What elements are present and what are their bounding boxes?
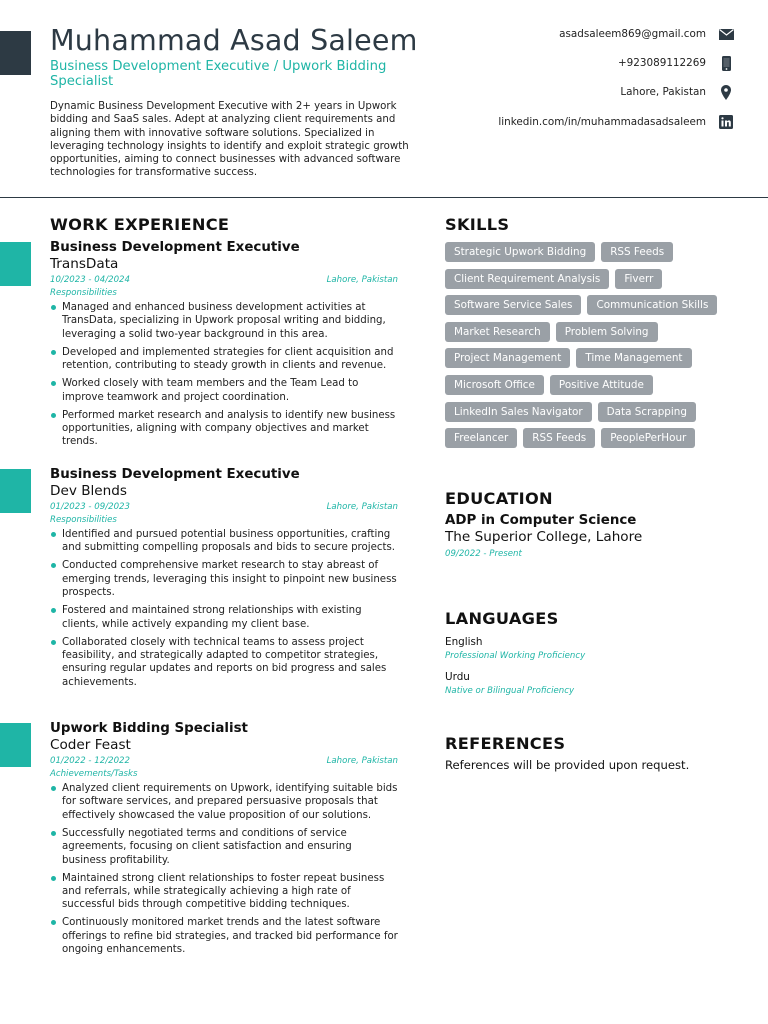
job-bullet-list — [50, 528, 398, 689]
linkedin-text[interactable]: linkedin.com/in/muhammadasadsaleem — [498, 115, 706, 128]
language-level: Native or Bilingual Proficiency — [445, 686, 575, 696]
location-text: Lahore, Pakistan — [620, 86, 706, 99]
skill-tag: Client Requirement Analysis — [445, 269, 609, 289]
skill-tag: Time Management — [576, 348, 691, 368]
email-icon — [718, 26, 734, 42]
job-accent-block — [0, 723, 31, 767]
map-pin-icon — [718, 84, 734, 100]
job-company: Coder Feast — [50, 737, 131, 753]
job-accent-block — [0, 242, 31, 286]
contact-phone[interactable] — [498, 56, 734, 70]
skill-tag: Software Service Sales — [445, 295, 581, 315]
job-bullet: Identified and pursued potential business opportunities, crafting and submitting compelling proposals and bids to secure projects. — [50, 528, 398, 555]
language-level: Professional Working Proficiency — [445, 651, 586, 661]
job-accent-block — [0, 469, 31, 513]
contact-email[interactable] — [498, 27, 734, 41]
job-bullet-list — [50, 301, 398, 449]
job-dates: 01/2022 - 12/2022 — [50, 756, 130, 766]
job-meta — [50, 501, 398, 514]
job-title: Upwork Bidding Specialist — [50, 721, 248, 736]
job-bullet: Conducted comprehensive market research to stay abreast of emerging trends, leveraging this insight to pinpoint new business prospects. — [50, 559, 398, 599]
job-bullet: Fostered and maintained strong relationships with existing clients, while actively expanding my client base. — [50, 604, 398, 631]
header-accent-block — [0, 31, 31, 75]
skills-heading: SKILLS — [445, 215, 510, 234]
job-bullet: Maintained strong client relationships to foster repeat business and referrals, while strategically achieving a high rate of successful bids through competitive bidding techniques. — [50, 872, 398, 912]
skill-tag: Fiverr — [615, 269, 662, 289]
education-heading: EDUCATION — [445, 489, 553, 508]
job-company: Dev Blends — [50, 483, 127, 499]
job-meta — [50, 274, 398, 287]
languages-heading: LANGUAGES — [445, 609, 559, 628]
job-entry — [50, 720, 398, 961]
candidate-name: Muhammad Asad Saleem — [50, 24, 418, 57]
job-section-label: Achievements/Tasks — [50, 769, 138, 779]
job-title: Business Development Executive — [50, 240, 300, 255]
job-section-label: Responsibilities — [50, 288, 117, 298]
skill-tag: Positive Attitude — [550, 375, 653, 395]
job-bullet: Successfully negotiated terms and conditions of service agreements, focusing on client satisfaction and ensuring business profitability. — [50, 827, 398, 867]
skill-tag: Communication Skills — [587, 295, 717, 315]
skill-tag: Strategic Upwork Bidding — [445, 242, 595, 262]
job-bullet: Managed and enhanced business development activities at TransData, specializing in Upwork proposal writing and bidding, leveraging a solid two-year background in this area. — [50, 301, 398, 341]
job-bullet: Collaborated closely with technical teams to assess project feasibility, and strategically adapted to competitor strategies, ensuring regular updates and reports on bid progress and sales achievements. — [50, 636, 398, 690]
skill-tag: LinkedIn Sales Navigator — [445, 402, 592, 422]
contact-linkedin[interactable] — [498, 115, 734, 129]
job-bullet: Performed market research and analysis to identify new business opportunities, aligning with company objectives and market trends. — [50, 409, 398, 449]
job-dates: 10/2023 - 04/2024 — [50, 275, 130, 285]
references-text: References will be provided upon request. — [445, 758, 690, 772]
job-meta — [50, 755, 398, 768]
language-name: English — [445, 636, 483, 648]
job-section-label: Responsibilities — [50, 515, 117, 525]
job-company: TransData — [50, 256, 119, 272]
skill-tag: Problem Solving — [556, 322, 658, 342]
contact-list — [498, 27, 734, 144]
skill-tag: RSS Feeds — [601, 242, 673, 262]
skill-tag: Freelancer — [445, 428, 517, 448]
education-school: The Superior College, Lahore — [445, 529, 643, 545]
skill-tag: Project Management — [445, 348, 570, 368]
job-dates: 01/2023 - 09/2023 — [50, 502, 130, 512]
references-heading: REFERENCES — [445, 734, 566, 753]
education-dates: 09/2022 - Present — [445, 549, 522, 559]
job-location: Lahore, Pakistan — [326, 756, 398, 766]
job-bullet: Analyzed client requirements on Upwork, identifying suitable bids for software services, and prepared persuasive proposals that effectively showcased the value proposition of our solutions. — [50, 782, 398, 822]
job-entry — [50, 239, 398, 453]
job-bullet: Developed and implemented strategies for client acquisition and retention, contributing to steady growth in clients and revenue. — [50, 346, 398, 373]
skill-tag: PeoplePerHour — [601, 428, 695, 448]
phone-text[interactable]: +923089112269 — [617, 57, 706, 70]
phone-icon — [718, 55, 734, 71]
skill-tag: RSS Feeds — [523, 428, 595, 448]
job-entry — [50, 466, 398, 694]
skill-tag: Microsoft Office — [445, 375, 544, 395]
job-title: Business Development Executive — [50, 467, 300, 482]
summary-text: Dynamic Business Development Executive with 2+ years in Upwork bidding and SaaS sales. Adept at analyzing client requirements and aligning them with innovative software solutions. Specialized in leveraging technology insights to identify and exploit strategic growth opportunities, aiming to connect businesses with advanced software technologies for transformative success. — [50, 101, 409, 179]
header-divider — [0, 197, 768, 198]
job-location: Lahore, Pakistan — [326, 275, 398, 285]
email-text[interactable]: asadsaleem869@gmail.com — [559, 28, 706, 40]
linkedin-icon — [718, 114, 734, 130]
work-experience-heading: WORK EXPERIENCE — [50, 215, 230, 234]
skill-tag: Market Research — [445, 322, 550, 342]
language-name: Urdu — [445, 671, 470, 683]
candidate-title: Business Development Executive / Upwork Bidding Specialist — [50, 59, 387, 89]
job-bullet: Worked closely with team members and the Team Lead to improve teamwork and project coordination. — [50, 377, 398, 404]
skill-tag: Data Scrapping — [598, 402, 696, 422]
skills-tag-list — [445, 242, 745, 455]
education-degree: ADP in Computer Science — [445, 513, 637, 528]
job-bullet-list — [50, 782, 398, 957]
contact-location — [498, 85, 734, 99]
job-bullet: Continuously monitored market trends and the latest software offerings to refine bid strategies, and tracked bid performance for ongoing enhancements. — [50, 916, 398, 956]
job-location: Lahore, Pakistan — [326, 502, 398, 512]
